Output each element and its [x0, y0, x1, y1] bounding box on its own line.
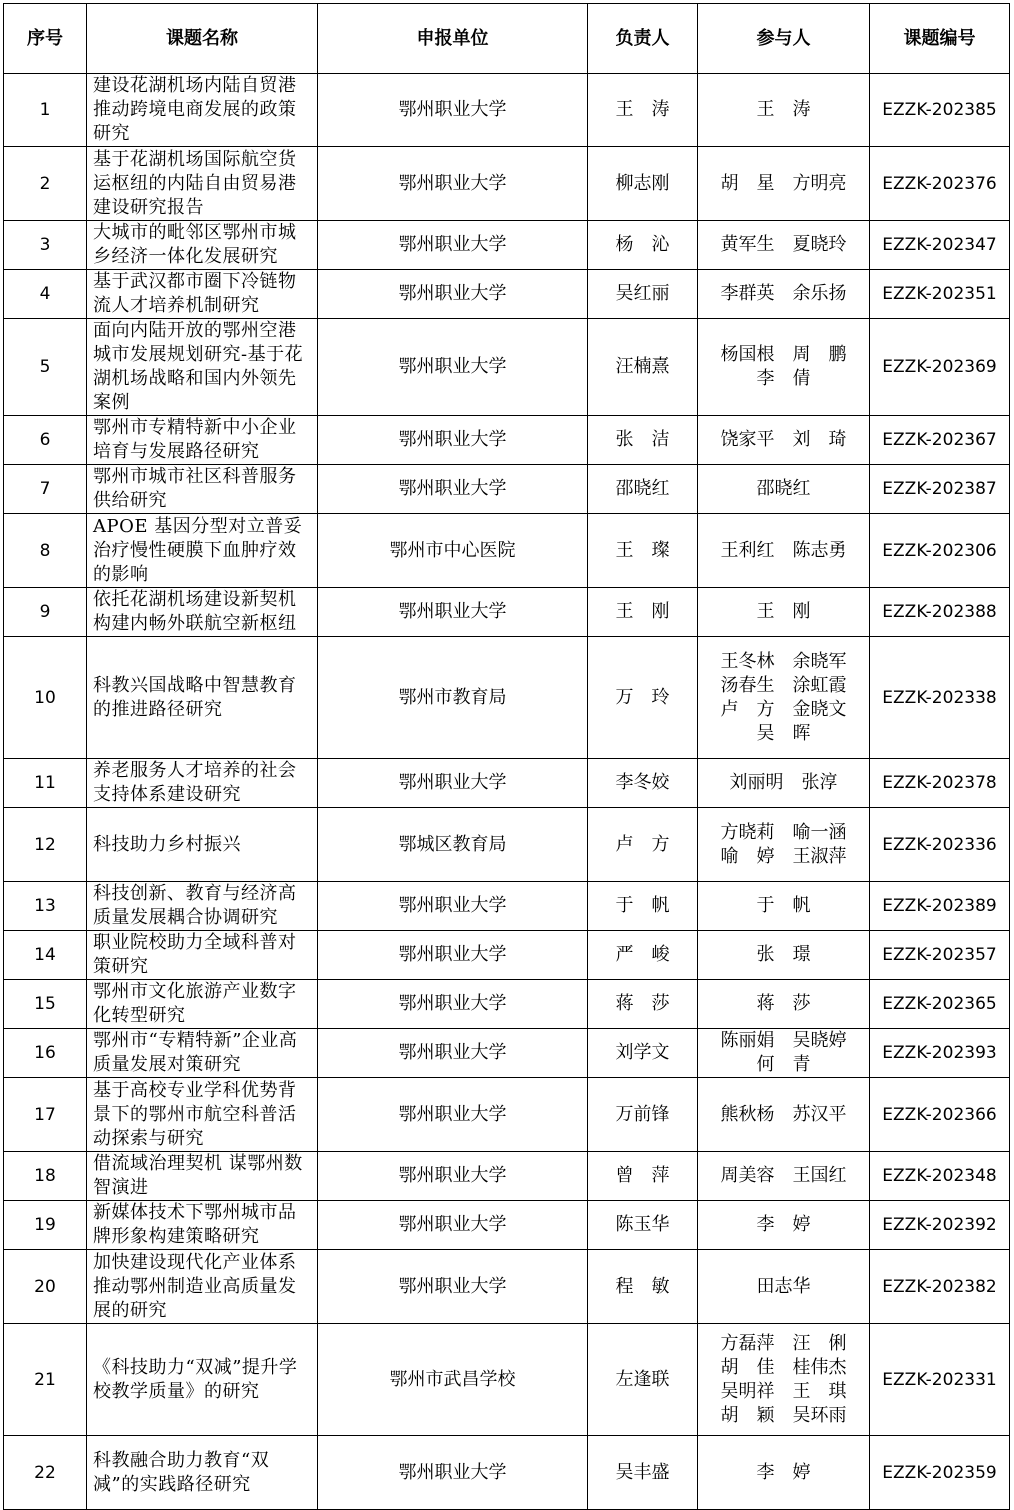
applicant-unit: 鄂州职业大学 [318, 1078, 588, 1152]
header-participants: 参与人 [698, 4, 870, 74]
project-title: 鄂州市“专精特新”企业高质量发展对策研究 [87, 1029, 318, 1078]
project-lead: 杨 沁 [588, 221, 698, 270]
table-row [4, 1436, 1010, 1510]
project-code: EZZK-202336 [870, 808, 1010, 882]
project-lead: 王 璨 [588, 514, 698, 588]
project-lead: 汪楠熹 [588, 319, 698, 416]
table-row [4, 931, 1010, 980]
applicant-unit: 鄂州职业大学 [318, 1152, 588, 1201]
table-row [4, 416, 1010, 465]
project-lead: 严 峻 [588, 931, 698, 980]
row-number: 11 [4, 759, 87, 808]
project-title: 基于高校专业学科优势背景下的鄂州市航空科普活动探索与研究 [87, 1078, 318, 1152]
project-code: EZZK-202393 [870, 1029, 1010, 1078]
table-row [4, 270, 1010, 319]
row-number: 10 [4, 637, 87, 759]
table-row [4, 1250, 1010, 1324]
header-no: 序号 [4, 4, 87, 74]
participant-line: 方磊萍 汪 俐 [720, 1332, 847, 1354]
applicant-unit: 鄂州职业大学 [318, 759, 588, 808]
applicant-unit: 鄂州职业大学 [318, 319, 588, 416]
participants [698, 759, 870, 808]
table-row [4, 637, 1010, 759]
participants [698, 1029, 870, 1078]
table-row [4, 1324, 1010, 1436]
project-lead: 张 洁 [588, 416, 698, 465]
row-number: 13 [4, 882, 87, 931]
participant-line: 饶家平 刘 琦 [720, 429, 847, 450]
table-row [4, 808, 1010, 882]
row-number: 7 [4, 465, 87, 514]
project-title: 鄂州市文化旅游产业数字化转型研究 [87, 980, 318, 1029]
table-row [4, 221, 1010, 270]
applicant-unit: 鄂州职业大学 [318, 980, 588, 1029]
row-number: 22 [4, 1436, 87, 1510]
participant-line: 邵晓红 [756, 478, 811, 499]
header-title: 课题名称 [87, 4, 318, 74]
table-row [4, 319, 1010, 416]
participant-line: 王利红 陈志勇 [720, 539, 847, 561]
project-title: 科技创新、教育与经济高质量发展耦合协调研究 [87, 882, 318, 931]
project-code: EZZK-202387 [870, 465, 1010, 514]
row-number: 16 [4, 1029, 87, 1078]
participant-line: 汤春生 涂虹霞 [720, 674, 847, 696]
table-row [4, 465, 1010, 514]
project-code: EZZK-202366 [870, 1078, 1010, 1152]
participants [698, 465, 870, 514]
participant-line: 陈丽娟 吴晓婷 [720, 1030, 847, 1051]
participants [698, 1324, 870, 1436]
participant-line: 喻 婷 王淑萍 [720, 845, 847, 867]
project-table [3, 3, 1010, 1510]
applicant-unit: 鄂州职业大学 [318, 1250, 588, 1324]
project-code: EZZK-202378 [870, 759, 1010, 808]
project-code: EZZK-202385 [870, 74, 1010, 147]
participant-line: 方晓莉 喻一涵 [720, 821, 847, 843]
project-lead: 于 帆 [588, 882, 698, 931]
project-lead: 卢 方 [588, 808, 698, 882]
project-lead: 柳志刚 [588, 147, 698, 221]
project-code: EZZK-202367 [870, 416, 1010, 465]
project-lead: 李冬姣 [588, 759, 698, 808]
participants [698, 147, 870, 221]
participants [698, 1152, 870, 1201]
participants [698, 808, 870, 882]
header-unit: 申报单位 [318, 4, 588, 74]
applicant-unit: 鄂州市教育局 [318, 637, 588, 759]
project-lead: 蒋 莎 [588, 980, 698, 1029]
project-code: EZZK-202388 [870, 588, 1010, 637]
participant-line: 熊秋杨 苏汉平 [720, 1103, 847, 1125]
participant-line: 胡 颖 吴环雨 [720, 1404, 847, 1426]
participants [698, 1078, 870, 1152]
applicant-unit: 鄂州市中心医院 [318, 514, 588, 588]
participants [698, 514, 870, 588]
applicant-unit: 鄂州职业大学 [318, 465, 588, 514]
project-lead: 吴红丽 [588, 270, 698, 319]
header-code: 课题编号 [870, 4, 1010, 74]
applicant-unit: 鄂州职业大学 [318, 1201, 588, 1250]
row-number: 18 [4, 1152, 87, 1201]
row-number: 6 [4, 416, 87, 465]
project-title: 鄂州市专精特新中小企业培育与发展路径研究 [87, 416, 318, 465]
participant-line: 杨国根 周 鹏 [720, 344, 847, 365]
project-title: 基于武汉都市圈下冷链物流人才培养机制研究 [87, 270, 318, 319]
project-title: 新媒体技术下鄂州城市品牌形象构建策略研究 [87, 1201, 318, 1250]
participant-line: 周美容 王国红 [720, 1165, 847, 1186]
applicant-unit: 鄂州职业大学 [318, 221, 588, 270]
table-row [4, 74, 1010, 147]
participant-line: 于 帆 [756, 895, 811, 916]
project-code: EZZK-202348 [870, 1152, 1010, 1201]
participants [698, 931, 870, 980]
applicant-unit: 鄂州职业大学 [318, 147, 588, 221]
row-number: 21 [4, 1324, 87, 1436]
project-code: EZZK-202331 [870, 1324, 1010, 1436]
applicant-unit: 鄂州职业大学 [318, 588, 588, 637]
participant-line: 吴明祥 王 琪 [720, 1380, 847, 1402]
participant-line: 李 婷 [756, 1461, 811, 1483]
participants [698, 270, 870, 319]
table-row [4, 759, 1010, 808]
participants [698, 1436, 870, 1510]
project-title: 大城市的毗邻区鄂州市城乡经济一体化发展研究 [87, 221, 318, 270]
project-title: 借流域治理契机 谋鄂州数智演进 [87, 1152, 318, 1201]
applicant-unit: 鄂州职业大学 [318, 1436, 588, 1510]
project-lead: 王 刚 [588, 588, 698, 637]
table-row [4, 1029, 1010, 1078]
participants [698, 1201, 870, 1250]
participants [698, 1250, 870, 1324]
project-title: 基于花湖机场国际航空货运枢纽的内陆自由贸易港建设研究报告 [87, 147, 318, 221]
table-row [4, 1201, 1010, 1250]
project-code: EZZK-202359 [870, 1436, 1010, 1510]
project-lead: 左逢联 [588, 1324, 698, 1436]
row-number: 15 [4, 980, 87, 1029]
participant-line: 黄军生 夏晓玲 [720, 234, 847, 255]
project-code: EZZK-202389 [870, 882, 1010, 931]
project-title: 科教兴国战略中智慧教育的推进路径研究 [87, 637, 318, 759]
project-code: EZZK-202376 [870, 147, 1010, 221]
participant-line: 蒋 莎 [756, 993, 811, 1014]
project-lead: 曾 萍 [588, 1152, 698, 1201]
project-title: 面向内陆开放的鄂州空港城市发展规划研究-基于花湖机场战略和国内外领先案例 [87, 319, 318, 416]
table-row [4, 1152, 1010, 1201]
participant-line: 王 刚 [756, 601, 811, 622]
row-number: 2 [4, 147, 87, 221]
participants [698, 588, 870, 637]
applicant-unit: 鄂州职业大学 [318, 270, 588, 319]
project-title: 养老服务人才培养的社会支持体系建设研究 [87, 759, 318, 808]
row-number: 9 [4, 588, 87, 637]
project-code: EZZK-202392 [870, 1201, 1010, 1250]
row-number: 20 [4, 1250, 87, 1324]
project-code: EZZK-202347 [870, 221, 1010, 270]
row-number: 1 [4, 74, 87, 147]
participant-line: 何 青 [756, 1054, 811, 1075]
participant-line: 张 璟 [756, 944, 811, 965]
table-row [4, 882, 1010, 931]
project-title: APOE 基因分型对立普妥治疗慢性硬膜下血肿疗效的影响 [87, 514, 318, 588]
participant-line: 田志华 [756, 1275, 811, 1297]
participant-line: 王 涛 [756, 99, 811, 120]
project-code: EZZK-202357 [870, 931, 1010, 980]
table-row [4, 980, 1010, 1029]
participant-line: 胡 佳 桂伟杰 [720, 1356, 847, 1378]
applicant-unit: 鄂州市武昌学校 [318, 1324, 588, 1436]
participant-line: 吴 晖 [756, 722, 811, 744]
participant-line: 王冬林 余晓军 [720, 650, 847, 672]
participants [698, 882, 870, 931]
project-title: 依托花湖机场建设新契机构建内畅外联航空新枢纽 [87, 588, 318, 637]
participant-line: 李 婷 [756, 1214, 811, 1235]
project-code: EZZK-202365 [870, 980, 1010, 1029]
project-title: 加快建设现代化产业体系推动鄂州制造业高质量发展的研究 [87, 1250, 318, 1324]
project-lead: 吴丰盛 [588, 1436, 698, 1510]
participants [698, 637, 870, 759]
project-code: EZZK-202382 [870, 1250, 1010, 1324]
table-row [4, 588, 1010, 637]
participant-line: 胡 星 方明亮 [720, 172, 847, 194]
project-title: 科教融合助力教育“双减”的实践路径研究 [87, 1436, 318, 1510]
project-lead: 王 涛 [588, 74, 698, 147]
participants [698, 980, 870, 1029]
applicant-unit: 鄂州职业大学 [318, 416, 588, 465]
project-lead: 万 玲 [588, 637, 698, 759]
project-title: 职业院校助力全域科普对策研究 [87, 931, 318, 980]
project-code: EZZK-202338 [870, 637, 1010, 759]
participant-line: 刘丽明 张淳 [729, 772, 838, 793]
table-row [4, 514, 1010, 588]
project-lead: 程 敏 [588, 1250, 698, 1324]
row-number: 8 [4, 514, 87, 588]
header-row [4, 4, 1010, 74]
participant-line: 李 倩 [756, 368, 811, 389]
applicant-unit: 鄂州职业大学 [318, 74, 588, 147]
participant-line: 卢 方 金晓文 [720, 698, 847, 720]
row-number: 17 [4, 1078, 87, 1152]
project-title: 鄂州市城市社区科普服务供给研究 [87, 465, 318, 514]
table-row [4, 1078, 1010, 1152]
project-code: EZZK-202369 [870, 319, 1010, 416]
participants [698, 416, 870, 465]
row-number: 14 [4, 931, 87, 980]
row-number: 4 [4, 270, 87, 319]
project-title: 科技助力乡村振兴 [87, 808, 318, 882]
participants [698, 221, 870, 270]
applicant-unit: 鄂州职业大学 [318, 931, 588, 980]
row-number: 3 [4, 221, 87, 270]
applicant-unit: 鄂州职业大学 [318, 1029, 588, 1078]
row-number: 5 [4, 319, 87, 416]
project-title: 建设花湖机场内陆自贸港推动跨境电商发展的政策研究 [87, 74, 318, 147]
project-code: EZZK-202306 [870, 514, 1010, 588]
project-lead: 邵晓红 [588, 465, 698, 514]
header-lead: 负责人 [588, 4, 698, 74]
applicant-unit: 鄂州职业大学 [318, 882, 588, 931]
project-lead: 陈玉华 [588, 1201, 698, 1250]
participant-line: 李群英 余乐扬 [720, 283, 847, 304]
project-code: EZZK-202351 [870, 270, 1010, 319]
project-lead: 万前锋 [588, 1078, 698, 1152]
project-title: 《科技助力“双减”提升学校教学质量》的研究 [87, 1324, 318, 1436]
row-number: 19 [4, 1201, 87, 1250]
row-number: 12 [4, 808, 87, 882]
participants [698, 74, 870, 147]
applicant-unit: 鄂城区教育局 [318, 808, 588, 882]
project-lead: 刘学文 [588, 1029, 698, 1078]
participants [698, 319, 870, 416]
table-row [4, 147, 1010, 221]
